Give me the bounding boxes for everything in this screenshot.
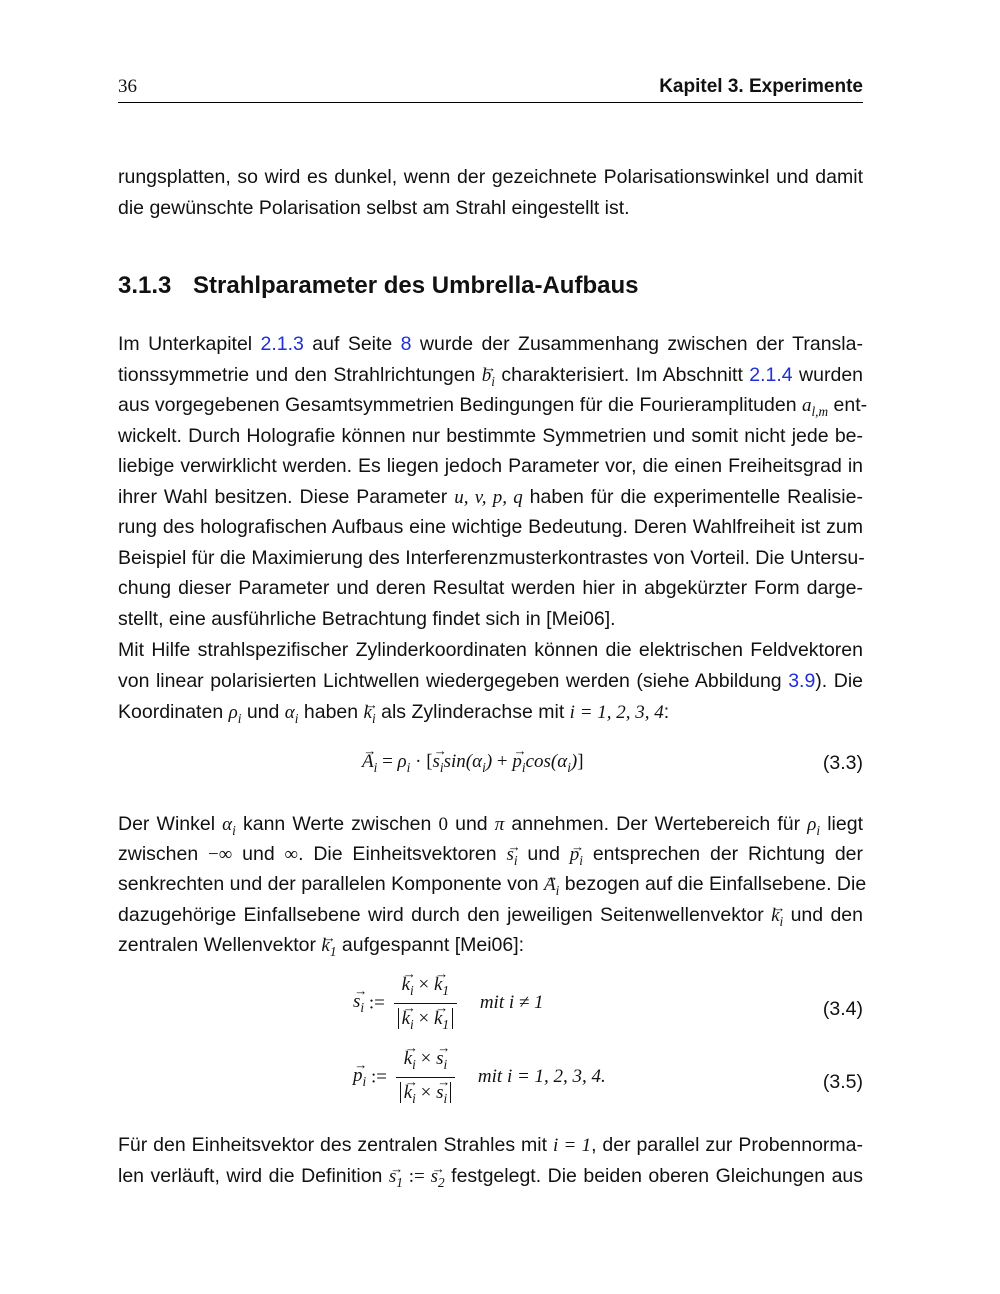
section-heading (118, 272, 638, 300)
para1-line-10: stellt, eine ausführliche Betrachtung findet sich in [Mei06]. (118, 608, 616, 630)
eq35-condition: mit i = 1, 2, 3, 4. (477, 1066, 606, 1088)
eq34-condition: mit i ≠ 1 (479, 992, 544, 1014)
section-number: 3.1.3 (118, 272, 172, 299)
para3-line-1: Der Winkel $\alpha_i$ kann Werte zwischen 0 und π annehmen. Der Wertebereich für $\rho_i$ liegt (118, 813, 863, 838)
para1-line-9: chung dieser Parameter und deren Resultat werden hier in abgekürzter Form darge- (118, 577, 863, 599)
para1-line-4: wickelt. Durch Holografie können nur bestimmte Symmetrien und somit nicht jede be- (118, 425, 863, 447)
para1-line-8: Beispiel für die Maximierung des Interferenzmusterkontrastes von Vorteil. Die Untersu- (118, 547, 865, 569)
para2-line-2: von linear polarisierten Lichtwellen wiedergegeben werden (siehe Abbildung 3.9). Die (118, 670, 864, 692)
para1-line-7: rung des holografischen Aufbaus eine wichtige Bedeutung. Deren Wahlfreiheit ist zum (118, 516, 863, 538)
para1-line-5: liebige verwirklicht werden. Es liegen jedoch Parameter vor, die einen Freiheitsgrad in (118, 455, 863, 477)
chapter-title: Kapitel 3. Experimente (659, 76, 863, 97)
para3-line-4: dazugehörige Einfallsebene wird durch den jeweiligen Seitenwellenvektor → $k_i$ und den (118, 900, 863, 937)
para1-line-1: Im Unterkapitel 2.1.3 auf Seite 8 wurde der Zusammenhang zwischen der Transla- (118, 333, 863, 355)
para4-line-1: Für den Einheitsvektor des zentralen Strahles mit i = 1, der parallel zur Probennorma- (118, 1134, 863, 1156)
equation-3-4: → $s_i$ := → $k_i$ × → $k_1$ → $k_i$ × → $k_1$ mit i ≠ 1 (353, 974, 544, 1033)
page-number: 36 (118, 76, 137, 97)
ref-link-2-1-3[interactable]: 2.1.3 (260, 333, 304, 355)
para3-line-5: zentralen Wellenvektor → $k_1$ aufgespannt [Mei06]: (118, 930, 863, 967)
equation-number-3-3: (3.3) (822, 752, 863, 774)
para3-line-2: zwischen −∞ und ∞. Die Einheitsvektoren → $s_i$ und → $p_i$ entsprechen der Richtung der (118, 839, 863, 876)
section-title: Strahlparameter des Umbrella-Aufbaus (193, 272, 639, 299)
para3-line-3: senkrechten und der parallelen Komponente von → $A_i$ bezogen auf die Einfallsebene. Die (118, 869, 863, 906)
ref-link-figure-3-9[interactable]: 3.9 (788, 670, 816, 692)
intro-line-2: die gewünschte Polarisation selbst am Strahl eingestellt ist. (118, 197, 630, 219)
para1-line-3: aus vorgegebenen Gesamtsymmetrien Bedingungen für die Fourieramplituden $a_{l,m}$ ent- (118, 394, 868, 419)
ref-link-2-1-4[interactable]: 2.1.4 (749, 364, 793, 386)
para2-line-3: Koordinaten $\rho_i$ und $\alpha_i$ haben → $k_i$ als Zylinderachse mit i = 1, 2, 3, 4: (118, 697, 863, 734)
intro-line-1: rungsplatten, so wird es dunkel, wenn der gezeichnete Polarisationswinkel und damit (118, 166, 863, 188)
equation-3-5: → $p_i$ := → $k_i$ × → $s_i$ → $k_i$ × → $s_i$ mit i = 1, 2, 3, 4. (353, 1048, 606, 1107)
para4-line-2: len verläuft, wird die Definition → $s_1$ := → $s_2$ festgelegt. Die beiden oberen Gleichungen aus (118, 1161, 863, 1198)
equation-number-3-4: (3.4) (822, 998, 863, 1020)
running-header (118, 76, 863, 103)
equation-number-3-5: (3.5) (822, 1071, 863, 1093)
ref-link-page-8[interactable]: 8 (400, 333, 412, 355)
para2-line-1: Mit Hilfe strahlspezifischer Zylinderkoordinaten können die elektrischen Feldvektoren (118, 639, 863, 661)
equation-3-3: → $A_i = \rho_i$ · [→ $s_i\sin(\alpha_i)$ + → $p_i\cos(\alpha_i)$] (362, 751, 584, 776)
para1-line-2: tionssymmetrie und den Strahlrichtungen → $b_i$ charakterisiert. Im Abschnitt 2.1.4 wurden (118, 360, 863, 397)
para1-line-6: ihrer Wahl besitzen. Diese Parameter u, v, p, q haben für die experimentelle Realisie- (118, 486, 863, 508)
